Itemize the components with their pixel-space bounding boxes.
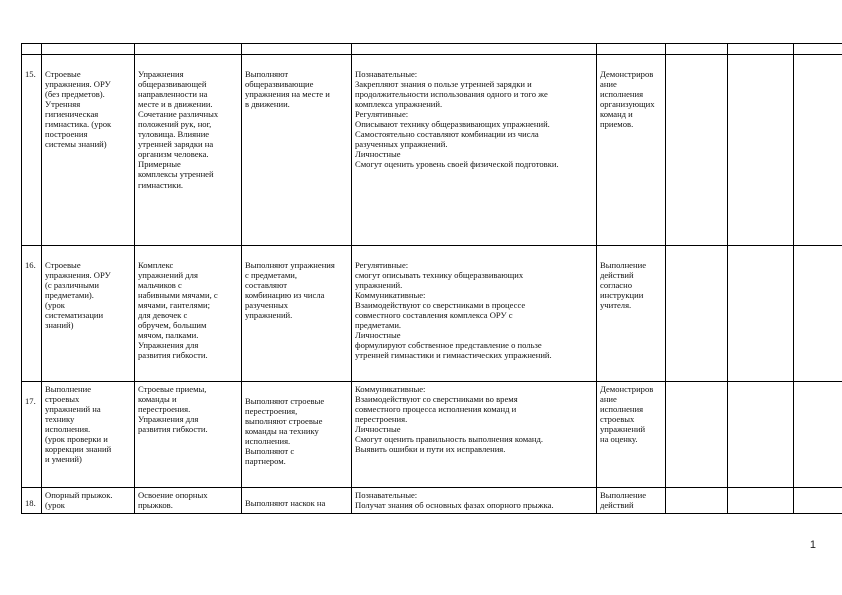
empty-cell (794, 55, 842, 246)
lesson-topic: Опорный прыжок. (урок (42, 488, 135, 514)
lesson-number: 16. (22, 246, 42, 382)
table-row (22, 246, 842, 382)
lesson-content: Строевые приемы, команды и перестроения. Упражнения для развития гибкости. (135, 382, 242, 488)
header-cell (135, 44, 242, 55)
header-cell (666, 44, 728, 55)
header-cell (352, 44, 597, 55)
lesson-topic: Выполнение строевых упражнений на технику исполнения. (урок проверки и коррекции знаний и умений) (42, 382, 135, 488)
control-form: Демонстриров ание исполнения строевых упражнений на оценку. (597, 382, 666, 488)
lesson-number: 18. (22, 488, 42, 514)
lesson-content: Освоение опорных прыжков. (135, 488, 242, 514)
lesson-topic: Строевые упражнения. ОРУ (без предметов). Утренняя гигиеническая гимнастика. (урок построения системы знаний) (42, 55, 135, 246)
student-activity: Выполняют упражнения с предметами, составляют комбинацию из числа разученных упражнений. (242, 246, 352, 382)
header-cell (597, 44, 666, 55)
control-form: Выполнение действий (597, 488, 666, 514)
empty-cell (794, 382, 842, 488)
learning-results: Познавательные: Получат знания об основных фазах опорного прыжка. (352, 488, 597, 514)
page-number: 1 (809, 539, 816, 551)
header-cell (22, 44, 42, 55)
empty-cell (794, 488, 842, 514)
table-header-row (22, 44, 842, 55)
empty-cell (666, 55, 728, 246)
table-row (22, 55, 842, 246)
empty-cell (666, 382, 728, 488)
empty-cell (728, 488, 794, 514)
lesson-plan-table (21, 43, 842, 514)
empty-cell (728, 55, 794, 246)
header-cell (794, 44, 842, 55)
learning-results: Познавательные: Закрепляют знания о пользе утренней зарядки и продолжительности использования одного и того же комплекса упражнений. Регулятивные: Описывают технику общеразвивающих упражнений. Самостоятельно составляют комбинации из числа разученных упражнений. Личностные Смогут оценить уровень своей физической подготовки. (352, 55, 597, 246)
student-activity: Выполняют общеразвивающие упражнения на месте и в движении. (242, 55, 352, 246)
header-cell (728, 44, 794, 55)
empty-cell (728, 246, 794, 382)
empty-cell (794, 246, 842, 382)
empty-cell (666, 488, 728, 514)
empty-cell (666, 246, 728, 382)
lesson-number: 15. (22, 55, 42, 246)
learning-results: Коммуникативные: Взаимодействуют со сверстниками во время совместного процесса исполнения команд и перестроения. Личностные Смогут оценить правильность выполнения команд. Выявить ошибки и пути их исправления. (352, 382, 597, 488)
header-cell (42, 44, 135, 55)
student-activity: Выполняют строевые перестроения, выполняют строевые команды на технику исполнения. Выполняют с партнером. (242, 382, 352, 488)
table-row (22, 488, 842, 514)
learning-results: Регулятивные: смогут описывать технику общеразвивающих упражнений. Коммуникативные: Взаимодействуют со сверстниками в процессе совместного составления комплекса ОРУ с предметами. Личностные формулируют собственное представление о пользе утренней гимнастики и гимнастических упражнений. (352, 246, 597, 382)
lesson-topic: Строевые упражнения. ОРУ (с различными предметами). (урок систематизации знаний) (42, 246, 135, 382)
lesson-content: Комплекс упражнений для мальчиков с набивными мячами, с мячами, гантелями; для девочек с обручем, большим мячом, палками. Упражнения для развития гибкости. (135, 246, 242, 382)
lesson-content: Упражнения общеразвивающей направленности на месте и в движении. Сочетание различных положений рук, ног, туловища. Влияние утренней зарядки на организм человека. Примерные комплексы утренней гимнастики. (135, 55, 242, 246)
student-activity: Выполняют наскок на (242, 488, 352, 514)
lesson-number: 17. (22, 382, 42, 488)
table-row (22, 382, 842, 488)
empty-cell (728, 382, 794, 488)
header-cell (242, 44, 352, 55)
control-form: Выполнение действий согласно инструкции учителя. (597, 246, 666, 382)
control-form: Демонстриров ание исполнения организующих команд и приемов. (597, 55, 666, 246)
